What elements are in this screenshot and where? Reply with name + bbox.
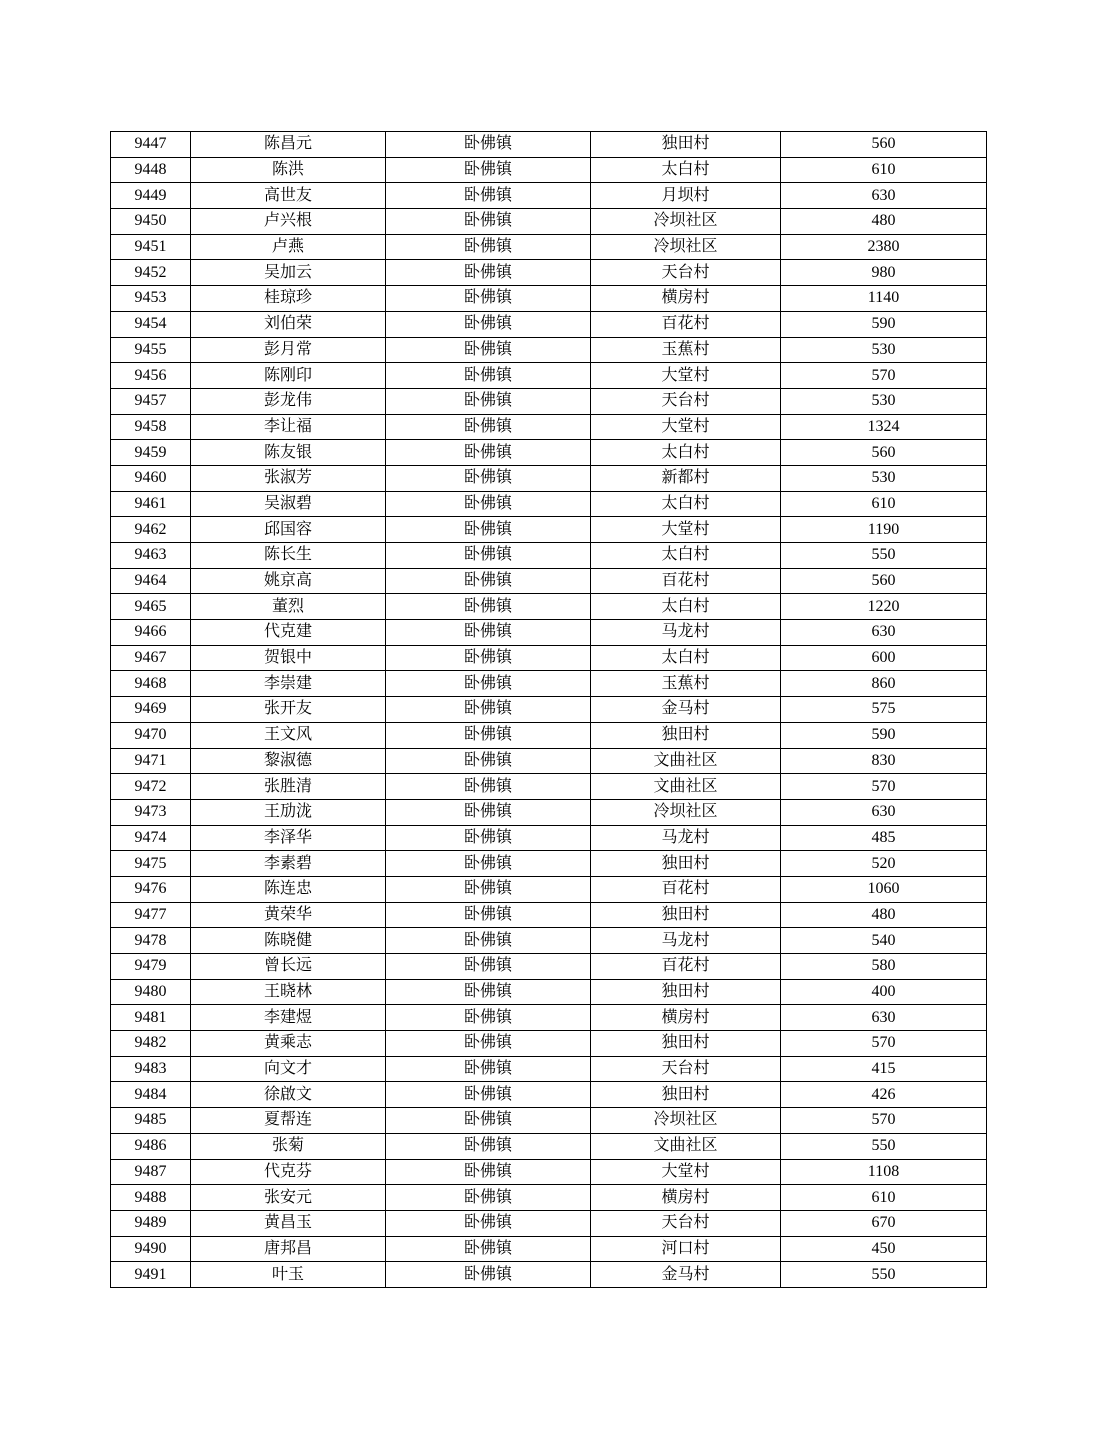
cell-name: 邱国容	[191, 517, 386, 543]
table-row	[111, 543, 987, 569]
cell-amount: 1108	[781, 1159, 987, 1185]
cell-amount: 530	[781, 337, 987, 363]
cell-amount: 1060	[781, 876, 987, 902]
cell-name: 陈洪	[191, 157, 386, 183]
cell-village: 独田村	[591, 722, 781, 748]
cell-id: 9454	[111, 311, 191, 337]
cell-town: 卧佛镇	[386, 799, 591, 825]
table-row	[111, 1236, 987, 1262]
table-row	[111, 825, 987, 851]
cell-id: 9478	[111, 928, 191, 954]
table-row	[111, 851, 987, 877]
cell-name: 姚京高	[191, 568, 386, 594]
cell-amount: 570	[781, 1108, 987, 1134]
cell-name: 刘伯荣	[191, 311, 386, 337]
table-row	[111, 440, 987, 466]
cell-amount: 860	[781, 671, 987, 697]
cell-town: 卧佛镇	[386, 979, 591, 1005]
table-row	[111, 1056, 987, 1082]
cell-town: 卧佛镇	[386, 1031, 591, 1057]
cell-amount: 480	[781, 902, 987, 928]
cell-amount: 630	[781, 799, 987, 825]
cell-village: 马龙村	[591, 620, 781, 646]
cell-name: 夏帮连	[191, 1108, 386, 1134]
cell-amount: 610	[781, 1185, 987, 1211]
cell-name: 张开友	[191, 697, 386, 723]
cell-town: 卧佛镇	[386, 928, 591, 954]
cell-village: 天台村	[591, 260, 781, 286]
cell-id: 9480	[111, 979, 191, 1005]
cell-town: 卧佛镇	[386, 825, 591, 851]
cell-id: 9482	[111, 1031, 191, 1057]
table-row	[111, 645, 987, 671]
cell-amount: 590	[781, 722, 987, 748]
cell-name: 高世友	[191, 183, 386, 209]
cell-amount: 400	[781, 979, 987, 1005]
cell-town: 卧佛镇	[386, 876, 591, 902]
cell-amount: 670	[781, 1210, 987, 1236]
cell-village: 大堂村	[591, 1159, 781, 1185]
cell-id: 9484	[111, 1082, 191, 1108]
cell-amount: 530	[781, 388, 987, 414]
cell-village: 太白村	[591, 440, 781, 466]
cell-id: 9453	[111, 286, 191, 312]
cell-town: 卧佛镇	[386, 594, 591, 620]
cell-name: 陈友银	[191, 440, 386, 466]
cell-amount: 550	[781, 1133, 987, 1159]
cell-village: 独田村	[591, 902, 781, 928]
cell-amount: 630	[781, 620, 987, 646]
cell-village: 独田村	[591, 1082, 781, 1108]
cell-amount: 570	[781, 774, 987, 800]
cell-id: 9459	[111, 440, 191, 466]
cell-name: 陈长生	[191, 543, 386, 569]
cell-town: 卧佛镇	[386, 517, 591, 543]
cell-id: 9490	[111, 1236, 191, 1262]
cell-town: 卧佛镇	[386, 132, 591, 158]
cell-town: 卧佛镇	[386, 1262, 591, 1288]
cell-id: 9461	[111, 491, 191, 517]
cell-name: 黄荣华	[191, 902, 386, 928]
cell-id: 9464	[111, 568, 191, 594]
cell-town: 卧佛镇	[386, 363, 591, 389]
cell-name: 陈连忠	[191, 876, 386, 902]
cell-town: 卧佛镇	[386, 157, 591, 183]
cell-town: 卧佛镇	[386, 337, 591, 363]
cell-village: 文曲社区	[591, 748, 781, 774]
table-row	[111, 414, 987, 440]
table-row	[111, 260, 987, 286]
cell-village: 太白村	[591, 645, 781, 671]
cell-village: 独田村	[591, 132, 781, 158]
cell-id: 9463	[111, 543, 191, 569]
cell-village: 冷坝社区	[591, 209, 781, 235]
cell-id: 9475	[111, 851, 191, 877]
cell-id: 9474	[111, 825, 191, 851]
cell-id: 9452	[111, 260, 191, 286]
cell-amount: 2380	[781, 234, 987, 260]
cell-name: 张淑芳	[191, 465, 386, 491]
cell-town: 卧佛镇	[386, 774, 591, 800]
table-row	[111, 671, 987, 697]
cell-amount: 550	[781, 543, 987, 569]
cell-name: 陈昌元	[191, 132, 386, 158]
table-row	[111, 1031, 987, 1057]
cell-name: 彭月常	[191, 337, 386, 363]
cell-amount: 1190	[781, 517, 987, 543]
cell-name: 陈晓健	[191, 928, 386, 954]
cell-town: 卧佛镇	[386, 748, 591, 774]
cell-id: 9458	[111, 414, 191, 440]
cell-town: 卧佛镇	[386, 1082, 591, 1108]
cell-town: 卧佛镇	[386, 414, 591, 440]
cell-id: 9483	[111, 1056, 191, 1082]
cell-town: 卧佛镇	[386, 1005, 591, 1031]
cell-village: 新都村	[591, 465, 781, 491]
cell-town: 卧佛镇	[386, 620, 591, 646]
cell-amount: 450	[781, 1236, 987, 1262]
cell-village: 独田村	[591, 979, 781, 1005]
table-row	[111, 311, 987, 337]
roster-table-body	[111, 132, 987, 1288]
cell-amount: 480	[781, 209, 987, 235]
cell-town: 卧佛镇	[386, 234, 591, 260]
cell-town: 卧佛镇	[386, 1210, 591, 1236]
table-row	[111, 722, 987, 748]
cell-id: 9460	[111, 465, 191, 491]
cell-name: 王晓林	[191, 979, 386, 1005]
cell-id: 9455	[111, 337, 191, 363]
table-row	[111, 799, 987, 825]
cell-id: 9491	[111, 1262, 191, 1288]
cell-name: 吴加云	[191, 260, 386, 286]
cell-town: 卧佛镇	[386, 1133, 591, 1159]
cell-id: 9456	[111, 363, 191, 389]
cell-amount: 630	[781, 1005, 987, 1031]
cell-amount: 1140	[781, 286, 987, 312]
cell-amount: 1220	[781, 594, 987, 620]
cell-amount: 630	[781, 183, 987, 209]
cell-name: 桂琼珍	[191, 286, 386, 312]
cell-name: 王文风	[191, 722, 386, 748]
cell-name: 唐邦昌	[191, 1236, 386, 1262]
cell-amount: 550	[781, 1262, 987, 1288]
cell-name: 陈刚印	[191, 363, 386, 389]
cell-name: 吴淑碧	[191, 491, 386, 517]
table-row	[111, 1185, 987, 1211]
cell-name: 李素碧	[191, 851, 386, 877]
cell-name: 叶玉	[191, 1262, 386, 1288]
table-row	[111, 183, 987, 209]
cell-amount: 590	[781, 311, 987, 337]
cell-town: 卧佛镇	[386, 1056, 591, 1082]
cell-id: 9468	[111, 671, 191, 697]
cell-id: 9465	[111, 594, 191, 620]
cell-amount: 560	[781, 132, 987, 158]
cell-id: 9469	[111, 697, 191, 723]
cell-town: 卧佛镇	[386, 568, 591, 594]
cell-town: 卧佛镇	[386, 183, 591, 209]
cell-name: 张菊	[191, 1133, 386, 1159]
cell-village: 大堂村	[591, 363, 781, 389]
cell-name: 王劢泷	[191, 799, 386, 825]
cell-village: 冷坝社区	[591, 1108, 781, 1134]
table-row	[111, 1133, 987, 1159]
cell-village: 马龙村	[591, 825, 781, 851]
cell-amount: 600	[781, 645, 987, 671]
cell-village: 横房村	[591, 1185, 781, 1211]
cell-id: 9487	[111, 1159, 191, 1185]
cell-town: 卧佛镇	[386, 209, 591, 235]
cell-amount: 415	[781, 1056, 987, 1082]
cell-id: 9449	[111, 183, 191, 209]
table-row	[111, 748, 987, 774]
cell-village: 金马村	[591, 1262, 781, 1288]
cell-town: 卧佛镇	[386, 1159, 591, 1185]
cell-amount: 980	[781, 260, 987, 286]
cell-village: 太白村	[591, 594, 781, 620]
cell-town: 卧佛镇	[386, 851, 591, 877]
cell-amount: 580	[781, 954, 987, 980]
cell-id: 9485	[111, 1108, 191, 1134]
cell-id: 9473	[111, 799, 191, 825]
table-row	[111, 1210, 987, 1236]
cell-town: 卧佛镇	[386, 902, 591, 928]
cell-village: 百花村	[591, 876, 781, 902]
cell-amount: 560	[781, 568, 987, 594]
table-row	[111, 697, 987, 723]
cell-name: 徐啟文	[191, 1082, 386, 1108]
table-row	[111, 876, 987, 902]
cell-village: 金马村	[591, 697, 781, 723]
cell-name: 李崇建	[191, 671, 386, 697]
table-row	[111, 568, 987, 594]
table-row	[111, 774, 987, 800]
table-row	[111, 209, 987, 235]
cell-amount: 426	[781, 1082, 987, 1108]
cell-id: 9486	[111, 1133, 191, 1159]
table-row	[111, 157, 987, 183]
cell-amount: 520	[781, 851, 987, 877]
cell-village: 文曲社区	[591, 774, 781, 800]
cell-village: 文曲社区	[591, 1133, 781, 1159]
cell-village: 天台村	[591, 1210, 781, 1236]
cell-id: 9448	[111, 157, 191, 183]
cell-village: 独田村	[591, 851, 781, 877]
cell-village: 天台村	[591, 1056, 781, 1082]
cell-id: 9457	[111, 388, 191, 414]
cell-town: 卧佛镇	[386, 260, 591, 286]
cell-town: 卧佛镇	[386, 1236, 591, 1262]
cell-town: 卧佛镇	[386, 440, 591, 466]
cell-town: 卧佛镇	[386, 671, 591, 697]
cell-amount: 610	[781, 491, 987, 517]
table-row	[111, 620, 987, 646]
cell-town: 卧佛镇	[386, 543, 591, 569]
cell-name: 贺银中	[191, 645, 386, 671]
cell-village: 大堂村	[591, 414, 781, 440]
cell-town: 卧佛镇	[386, 954, 591, 980]
table-row	[111, 491, 987, 517]
cell-name: 曾长远	[191, 954, 386, 980]
cell-name: 卢燕	[191, 234, 386, 260]
cell-name: 向文才	[191, 1056, 386, 1082]
cell-village: 独田村	[591, 1031, 781, 1057]
table-row	[111, 979, 987, 1005]
cell-village: 玉蕉村	[591, 337, 781, 363]
cell-id: 9479	[111, 954, 191, 980]
cell-name: 张安元	[191, 1185, 386, 1211]
table-row	[111, 1005, 987, 1031]
cell-id: 9470	[111, 722, 191, 748]
table-row	[111, 517, 987, 543]
cell-village: 大堂村	[591, 517, 781, 543]
cell-name: 黄乘志	[191, 1031, 386, 1057]
table-row	[111, 902, 987, 928]
cell-amount: 485	[781, 825, 987, 851]
cell-name: 卢兴根	[191, 209, 386, 235]
cell-id: 9488	[111, 1185, 191, 1211]
cell-amount: 610	[781, 157, 987, 183]
cell-amount: 560	[781, 440, 987, 466]
cell-town: 卧佛镇	[386, 286, 591, 312]
cell-village: 马龙村	[591, 928, 781, 954]
cell-village: 横房村	[591, 286, 781, 312]
cell-amount: 530	[781, 465, 987, 491]
cell-town: 卧佛镇	[386, 645, 591, 671]
cell-town: 卧佛镇	[386, 311, 591, 337]
cell-name: 李让福	[191, 414, 386, 440]
table-row	[111, 337, 987, 363]
cell-id: 9472	[111, 774, 191, 800]
cell-village: 天台村	[591, 388, 781, 414]
table-row	[111, 234, 987, 260]
cell-town: 卧佛镇	[386, 722, 591, 748]
cell-name: 董烈	[191, 594, 386, 620]
cell-village: 太白村	[591, 491, 781, 517]
cell-id: 9467	[111, 645, 191, 671]
cell-village: 月坝村	[591, 183, 781, 209]
cell-name: 代克芬	[191, 1159, 386, 1185]
cell-town: 卧佛镇	[386, 1185, 591, 1211]
cell-village: 横房村	[591, 1005, 781, 1031]
table-row	[111, 1262, 987, 1288]
cell-town: 卧佛镇	[386, 697, 591, 723]
cell-amount: 830	[781, 748, 987, 774]
cell-amount: 575	[781, 697, 987, 723]
roster-table	[110, 131, 987, 1288]
table-row	[111, 363, 987, 389]
cell-town: 卧佛镇	[386, 491, 591, 517]
cell-village: 百花村	[591, 568, 781, 594]
cell-id: 9466	[111, 620, 191, 646]
cell-name: 李建煜	[191, 1005, 386, 1031]
cell-id: 9471	[111, 748, 191, 774]
table-row	[111, 594, 987, 620]
cell-amount: 570	[781, 363, 987, 389]
table-row	[111, 388, 987, 414]
cell-village: 冷坝社区	[591, 799, 781, 825]
cell-name: 黎淑德	[191, 748, 386, 774]
cell-village: 太白村	[591, 157, 781, 183]
cell-id: 9450	[111, 209, 191, 235]
cell-amount: 540	[781, 928, 987, 954]
cell-village: 百花村	[591, 311, 781, 337]
cell-amount: 570	[781, 1031, 987, 1057]
cell-id: 9462	[111, 517, 191, 543]
table-row	[111, 928, 987, 954]
table-row	[111, 1082, 987, 1108]
table-row	[111, 286, 987, 312]
cell-village: 百花村	[591, 954, 781, 980]
table-row	[111, 1108, 987, 1134]
cell-name: 黄昌玉	[191, 1210, 386, 1236]
table-row	[111, 132, 987, 158]
cell-id: 9481	[111, 1005, 191, 1031]
cell-village: 玉蕉村	[591, 671, 781, 697]
cell-id: 9447	[111, 132, 191, 158]
cell-amount: 1324	[781, 414, 987, 440]
cell-name: 彭龙伟	[191, 388, 386, 414]
cell-id: 9476	[111, 876, 191, 902]
cell-name: 张胜清	[191, 774, 386, 800]
cell-id: 9477	[111, 902, 191, 928]
cell-village: 太白村	[591, 543, 781, 569]
cell-id: 9451	[111, 234, 191, 260]
table-row	[111, 465, 987, 491]
cell-id: 9489	[111, 1210, 191, 1236]
cell-town: 卧佛镇	[386, 1108, 591, 1134]
cell-village: 河口村	[591, 1236, 781, 1262]
cell-village: 冷坝社区	[591, 234, 781, 260]
cell-name: 李泽华	[191, 825, 386, 851]
cell-town: 卧佛镇	[386, 465, 591, 491]
cell-name: 代克建	[191, 620, 386, 646]
table-row	[111, 1159, 987, 1185]
cell-town: 卧佛镇	[386, 388, 591, 414]
table-row	[111, 954, 987, 980]
